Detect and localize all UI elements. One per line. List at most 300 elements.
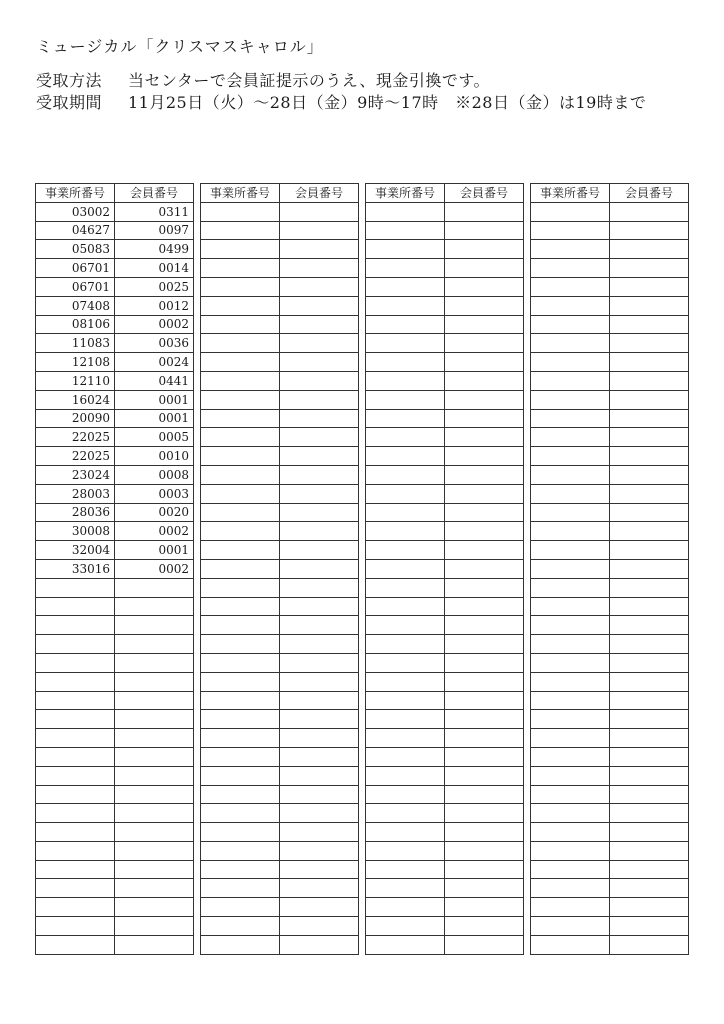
office-number-cell — [531, 898, 610, 917]
member-number-cell — [610, 371, 689, 390]
office-number-cell — [366, 202, 445, 221]
member-number-cell — [610, 390, 689, 409]
table-row — [36, 259, 194, 278]
member-number-cell — [280, 353, 359, 372]
member-number-cell: 0020 — [115, 503, 194, 522]
table-row — [531, 935, 689, 954]
member-number-cell — [445, 729, 524, 748]
table-row — [531, 296, 689, 315]
member-number-cell — [445, 541, 524, 560]
member-number-cell — [115, 710, 194, 729]
office-number-cell — [366, 371, 445, 390]
office-number-cell — [366, 917, 445, 936]
member-number-cell — [280, 334, 359, 353]
table-row — [366, 559, 524, 578]
office-number-cell — [36, 917, 115, 936]
member-number-cell — [280, 240, 359, 259]
table-row — [201, 221, 359, 240]
table-header-row — [36, 184, 194, 203]
office-number-cell — [366, 240, 445, 259]
pickup-period — [36, 90, 646, 113]
office-number-cell — [366, 503, 445, 522]
member-number-cell — [280, 898, 359, 917]
member-number-cell — [280, 277, 359, 296]
office-number-cell — [36, 653, 115, 672]
member-number-cell — [115, 841, 194, 860]
office-number-cell — [366, 296, 445, 315]
table-row — [201, 747, 359, 766]
member-number-cell — [445, 860, 524, 879]
member-number-cell: 0014 — [115, 259, 194, 278]
table-row — [366, 240, 524, 259]
office-number-header: 事業所番号 — [366, 184, 445, 203]
table-row — [201, 616, 359, 635]
office-number-cell — [36, 635, 115, 654]
table-row — [531, 729, 689, 748]
office-number-cell — [201, 804, 280, 823]
table-row — [366, 541, 524, 560]
office-number-cell — [531, 428, 610, 447]
member-number-cell — [115, 635, 194, 654]
office-number-cell — [531, 240, 610, 259]
table-row — [201, 277, 359, 296]
member-number-cell — [445, 202, 524, 221]
table-row — [366, 409, 524, 428]
office-number-cell — [201, 672, 280, 691]
member-number-cell — [115, 616, 194, 635]
pickup-method-text: 当センターで会員証提示のうえ、現金引換です。 — [128, 71, 491, 90]
table-row — [531, 578, 689, 597]
office-number-cell — [201, 353, 280, 372]
pickup-period-text: 11月25日（火）～28日（金）9時～17時 ※28日（金）は19時まで — [128, 93, 647, 112]
table-row — [36, 334, 194, 353]
member-number-cell: 0003 — [115, 484, 194, 503]
table-row — [531, 259, 689, 278]
member-number-cell — [445, 898, 524, 917]
office-number-cell: 22025 — [36, 428, 115, 447]
member-number-cell — [445, 353, 524, 372]
table-row — [366, 353, 524, 372]
office-number-cell — [366, 691, 445, 710]
office-number-cell: 23024 — [36, 465, 115, 484]
table-row — [531, 710, 689, 729]
member-number-cell — [445, 428, 524, 447]
member-number-cell — [445, 804, 524, 823]
office-number-cell — [531, 259, 610, 278]
office-number-cell — [36, 597, 115, 616]
member-number-cell — [445, 315, 524, 334]
table-row — [201, 484, 359, 503]
member-number-cell — [445, 522, 524, 541]
office-number-cell: 12108 — [36, 353, 115, 372]
table-row — [531, 371, 689, 390]
office-number-cell — [531, 635, 610, 654]
member-number-cell: 0012 — [115, 296, 194, 315]
office-number-cell — [366, 559, 445, 578]
table-row — [36, 315, 194, 334]
table-row — [366, 221, 524, 240]
office-number-cell — [366, 465, 445, 484]
member-number-cell — [610, 860, 689, 879]
table-row — [201, 935, 359, 954]
member-number-cell — [610, 672, 689, 691]
member-number-cell — [445, 616, 524, 635]
member-number-cell — [445, 766, 524, 785]
member-number-cell — [280, 484, 359, 503]
office-number-cell — [366, 428, 445, 447]
member-number-cell — [280, 935, 359, 954]
table-row — [36, 597, 194, 616]
member-number-cell — [445, 635, 524, 654]
table-row — [36, 202, 194, 221]
table-row — [366, 691, 524, 710]
office-number-cell — [36, 804, 115, 823]
office-number-cell — [201, 729, 280, 748]
member-number-cell — [280, 729, 359, 748]
office-number-cell — [531, 691, 610, 710]
table-header-row — [201, 184, 359, 203]
member-number-cell — [115, 672, 194, 691]
office-number-cell — [531, 766, 610, 785]
member-number-cell — [445, 277, 524, 296]
office-number-cell: 12110 — [36, 371, 115, 390]
office-number-cell — [366, 635, 445, 654]
table-row — [201, 785, 359, 804]
member-number-cell — [610, 841, 689, 860]
member-number-cell: 0002 — [115, 559, 194, 578]
office-number-cell — [366, 766, 445, 785]
member-number-cell — [115, 578, 194, 597]
table-row — [36, 353, 194, 372]
member-number-cell — [445, 390, 524, 409]
office-number-cell — [531, 503, 610, 522]
office-number-cell — [366, 785, 445, 804]
office-number-cell — [201, 202, 280, 221]
member-number-cell — [610, 879, 689, 898]
member-number-cell — [445, 465, 524, 484]
member-number-cell: 0008 — [115, 465, 194, 484]
member-number-cell — [280, 597, 359, 616]
office-number-cell — [201, 315, 280, 334]
member-number-cell — [115, 898, 194, 917]
member-number-cell — [280, 221, 359, 240]
office-number-cell — [531, 785, 610, 804]
member-number-header: 会員番号 — [445, 184, 524, 203]
member-number-cell: 0311 — [115, 202, 194, 221]
office-number-cell — [531, 484, 610, 503]
office-number-cell: 20090 — [36, 409, 115, 428]
office-number-cell — [36, 710, 115, 729]
office-number-cell — [366, 390, 445, 409]
table-row — [201, 578, 359, 597]
member-number-cell — [115, 823, 194, 842]
member-number-cell — [445, 559, 524, 578]
office-number-cell — [366, 409, 445, 428]
table-row — [201, 710, 359, 729]
member-number-cell — [610, 653, 689, 672]
table-row — [36, 691, 194, 710]
member-number-cell — [115, 747, 194, 766]
office-number-cell — [366, 597, 445, 616]
table-row — [366, 917, 524, 936]
member-number-cell: 0499 — [115, 240, 194, 259]
office-number-cell — [201, 785, 280, 804]
member-number-cell — [445, 240, 524, 259]
table-row — [201, 729, 359, 748]
member-number-cell — [280, 296, 359, 315]
member-number-cell — [445, 597, 524, 616]
office-number-cell — [531, 202, 610, 221]
table-row — [531, 465, 689, 484]
office-number-cell — [201, 635, 280, 654]
office-number-cell — [36, 898, 115, 917]
table-row — [36, 559, 194, 578]
table-row — [366, 447, 524, 466]
table-row — [36, 653, 194, 672]
member-number-cell: 0097 — [115, 221, 194, 240]
table-row — [531, 635, 689, 654]
office-number-cell — [531, 465, 610, 484]
table-row — [366, 484, 524, 503]
office-number-cell — [201, 691, 280, 710]
table-row — [531, 409, 689, 428]
member-number-cell — [280, 917, 359, 936]
office-number-cell — [531, 672, 610, 691]
member-number-cell — [610, 729, 689, 748]
member-number-cell — [610, 334, 689, 353]
table-row — [366, 841, 524, 860]
member-number-cell — [445, 578, 524, 597]
office-number-cell — [531, 409, 610, 428]
member-number-cell — [280, 202, 359, 221]
member-number-cell — [445, 447, 524, 466]
office-number-cell — [531, 653, 610, 672]
table-row — [201, 240, 359, 259]
member-number-cell — [280, 315, 359, 334]
table-row — [366, 879, 524, 898]
office-number-cell — [201, 841, 280, 860]
table-row — [36, 917, 194, 936]
office-number-cell — [36, 747, 115, 766]
table-row — [531, 522, 689, 541]
table-row — [36, 277, 194, 296]
table-row — [36, 729, 194, 748]
table-row — [201, 541, 359, 560]
office-number-cell — [201, 747, 280, 766]
table-row — [36, 484, 194, 503]
member-number-cell — [115, 691, 194, 710]
table-row — [36, 409, 194, 428]
office-number-cell: 22025 — [36, 447, 115, 466]
office-number-cell: 28003 — [36, 484, 115, 503]
office-number-cell: 11083 — [36, 334, 115, 353]
office-number-cell: 05083 — [36, 240, 115, 259]
table-row — [366, 371, 524, 390]
table-row — [201, 841, 359, 860]
table-row — [366, 710, 524, 729]
table-row — [201, 672, 359, 691]
member-number-cell — [115, 653, 194, 672]
member-number-cell — [610, 202, 689, 221]
table-row — [36, 428, 194, 447]
office-number-cell — [36, 860, 115, 879]
member-number-cell — [280, 409, 359, 428]
member-number-cell — [115, 597, 194, 616]
member-number-cell: 0001 — [115, 390, 194, 409]
table-row — [36, 879, 194, 898]
office-number-cell: 04627 — [36, 221, 115, 240]
office-number-cell — [366, 860, 445, 879]
table-row — [366, 785, 524, 804]
table-row — [201, 766, 359, 785]
office-number-cell — [366, 315, 445, 334]
member-number-cell — [610, 785, 689, 804]
table-row — [366, 804, 524, 823]
table-row — [201, 353, 359, 372]
table-row — [531, 823, 689, 842]
member-number-cell: 0001 — [115, 409, 194, 428]
table-row — [36, 371, 194, 390]
member-number-cell — [610, 484, 689, 503]
table-row — [366, 616, 524, 635]
table-row — [531, 841, 689, 860]
table-row — [531, 240, 689, 259]
office-number-cell — [201, 522, 280, 541]
office-number-cell: 32004 — [36, 541, 115, 560]
office-number-cell — [36, 823, 115, 842]
table-row — [366, 522, 524, 541]
table-row — [201, 522, 359, 541]
member-number-cell — [115, 860, 194, 879]
table-row — [201, 653, 359, 672]
table-header-row — [531, 184, 689, 203]
table-row — [201, 371, 359, 390]
member-number-cell — [280, 447, 359, 466]
office-number-cell — [531, 879, 610, 898]
pickup-period-label: 受取期間 — [36, 93, 103, 112]
table-row — [366, 672, 524, 691]
winner-tables — [35, 183, 691, 993]
office-number-cell — [201, 277, 280, 296]
member-number-cell — [280, 860, 359, 879]
member-number-cell — [610, 578, 689, 597]
office-number-cell — [201, 484, 280, 503]
table-row — [531, 315, 689, 334]
table-row — [366, 315, 524, 334]
member-number-cell: 0010 — [115, 447, 194, 466]
table-row — [201, 390, 359, 409]
member-number-cell — [610, 428, 689, 447]
office-number-cell — [366, 221, 445, 240]
table-row — [531, 653, 689, 672]
office-number-cell — [366, 710, 445, 729]
table-row — [531, 672, 689, 691]
table-row — [531, 447, 689, 466]
office-number-cell — [36, 729, 115, 748]
member-number-cell — [280, 635, 359, 654]
office-number-cell — [531, 729, 610, 748]
table-row — [531, 898, 689, 917]
office-number-cell: 03002 — [36, 202, 115, 221]
office-number-cell — [366, 804, 445, 823]
office-number-cell — [531, 710, 610, 729]
table-row — [531, 503, 689, 522]
table-row — [201, 898, 359, 917]
member-number-cell — [610, 691, 689, 710]
table-row — [531, 747, 689, 766]
table-row — [36, 616, 194, 635]
office-number-cell — [366, 447, 445, 466]
table-row — [531, 766, 689, 785]
member-number-cell — [610, 522, 689, 541]
table-row — [201, 447, 359, 466]
member-number-cell — [610, 616, 689, 635]
table-row — [201, 503, 359, 522]
table-row — [201, 823, 359, 842]
office-number-cell — [366, 353, 445, 372]
table-row — [201, 334, 359, 353]
table-row — [201, 315, 359, 334]
office-number-cell — [531, 823, 610, 842]
table-row — [36, 841, 194, 860]
office-number-cell — [531, 315, 610, 334]
winner-table-2 — [200, 183, 359, 955]
table-row — [366, 503, 524, 522]
table-row — [366, 766, 524, 785]
table-row — [36, 541, 194, 560]
office-number-cell — [201, 465, 280, 484]
member-number-cell — [610, 259, 689, 278]
member-number-cell — [280, 259, 359, 278]
office-number-cell — [201, 597, 280, 616]
table-row — [201, 465, 359, 484]
table-row — [366, 747, 524, 766]
office-number-cell — [366, 578, 445, 597]
member-number-header: 会員番号 — [610, 184, 689, 203]
table-row — [201, 635, 359, 654]
member-number-cell — [610, 240, 689, 259]
office-number-cell — [366, 277, 445, 296]
office-number-header: 事業所番号 — [201, 184, 280, 203]
office-number-cell — [531, 860, 610, 879]
table-row — [531, 804, 689, 823]
member-number-cell — [610, 635, 689, 654]
member-number-cell — [610, 447, 689, 466]
table-row — [36, 503, 194, 522]
table-row — [366, 935, 524, 954]
member-number-cell — [280, 578, 359, 597]
table-row — [366, 334, 524, 353]
table-row — [366, 823, 524, 842]
office-number-cell — [366, 653, 445, 672]
table-row — [36, 465, 194, 484]
member-number-cell — [280, 672, 359, 691]
member-number-cell — [115, 935, 194, 954]
table-row — [531, 353, 689, 372]
member-number-cell — [445, 334, 524, 353]
member-number-cell: 0441 — [115, 371, 194, 390]
member-number-cell — [280, 653, 359, 672]
member-number-cell — [610, 315, 689, 334]
member-number-cell — [445, 653, 524, 672]
table-row — [36, 747, 194, 766]
table-row — [201, 691, 359, 710]
office-number-cell — [201, 334, 280, 353]
office-number-cell: 33016 — [36, 559, 115, 578]
office-number-cell — [531, 917, 610, 936]
member-number-cell — [445, 672, 524, 691]
office-number-cell — [366, 522, 445, 541]
